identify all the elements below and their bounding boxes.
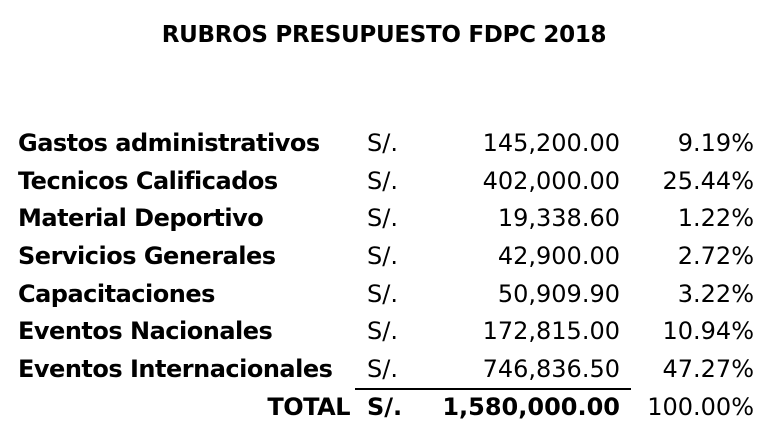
row-amount: 42,900.00 [497,242,620,271]
total-currency: S/. [367,392,403,421]
row-label: Eventos Internacionales [18,355,333,384]
row-percent: 47.27% [662,355,754,384]
total-divider [355,388,631,390]
row-label: Gastos administrativos [18,129,320,157]
row-amount: 746,836.50 [482,355,620,384]
table-row [0,238,768,276]
table-row [0,163,768,201]
budget-table [0,125,768,427]
table-row [0,125,768,163]
table-row [0,276,768,314]
table-row [0,351,768,389]
row-amount: 50,909.90 [497,279,620,308]
total-amount: 1,580,000.00 [442,392,620,421]
row-currency: S/. [367,355,398,384]
row-label: Material Deportivo [18,204,264,233]
row-currency: S/. [367,166,398,195]
total-percent: 100.00% [647,392,754,421]
row-currency: S/. [367,129,398,157]
row-amount: 145,200.00 [482,129,620,157]
row-amount: 19,338.60 [497,204,620,233]
page-title: RUBROS PRESUPUESTO FDPC 2018 [161,22,607,48]
row-percent: 10.94% [662,317,754,346]
total-label: TOTAL [267,392,350,421]
row-label: Eventos Nacionales [18,317,273,346]
row-label: Servicios Generales [18,242,276,271]
total-row [0,389,768,427]
row-percent: 9.19% [677,129,754,157]
row-currency: S/. [367,242,398,271]
row-currency: S/. [367,317,398,346]
row-currency: S/. [367,279,398,308]
table-row [0,313,768,351]
row-percent: 1.22% [677,204,754,233]
row-amount: 172,815.00 [482,317,620,346]
table-row [0,200,768,238]
row-amount: 402,000.00 [482,166,620,195]
row-label: Tecnicos Calificados [18,166,278,195]
row-percent: 2.72% [677,242,754,271]
row-label: Capacitaciones [18,279,215,308]
row-percent: 25.44% [662,166,754,195]
row-currency: S/. [367,204,398,233]
row-percent: 3.22% [677,279,754,308]
